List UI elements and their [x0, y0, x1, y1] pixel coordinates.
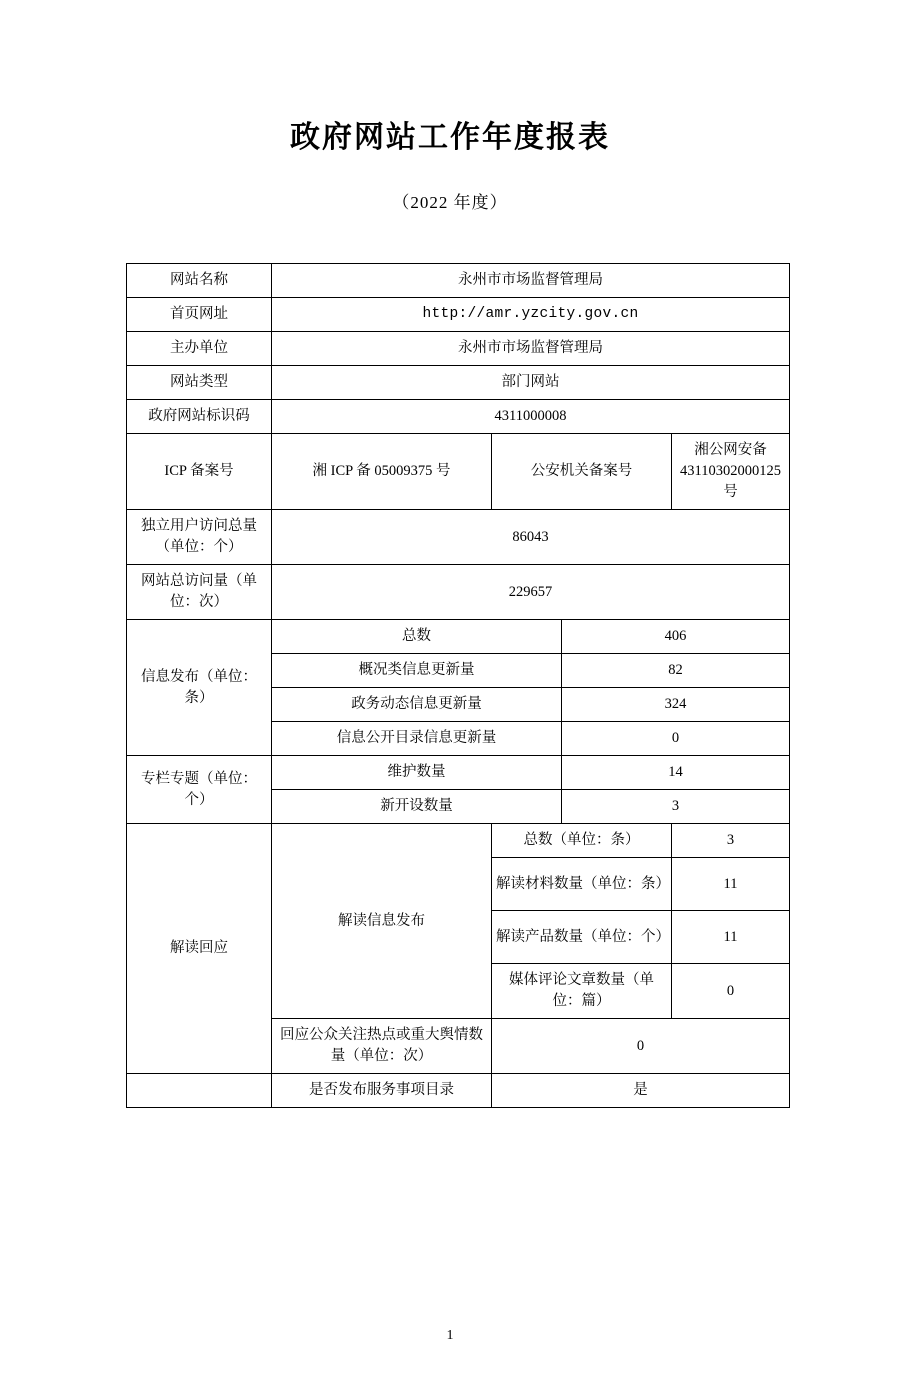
interpretation-row-value: 11 — [672, 911, 790, 964]
homepage-label: 首页网址 — [127, 298, 272, 332]
table-row — [127, 400, 790, 434]
table-row — [127, 1074, 790, 1108]
site-type-label: 网站类型 — [127, 366, 272, 400]
table-row — [127, 510, 790, 565]
interpretation-publish-label: 解读信息发布 — [272, 824, 492, 1019]
site-name-value: 永州市市场监督管理局 — [272, 264, 790, 298]
table-row — [127, 756, 790, 790]
icp-value: 湘 ICP 备 05009375 号 — [272, 434, 492, 510]
interpretation-row-label: 解读材料数量（单位：条） — [492, 858, 672, 911]
total-visits-value: 229657 — [272, 565, 790, 620]
page-subtitle: （2022 年度） — [392, 193, 508, 212]
unique-visitors-value: 86043 — [272, 510, 790, 565]
info-publish-row-label: 总数 — [272, 620, 562, 654]
page-title: 政府网站工作年度报表 — [290, 121, 610, 154]
interpretation-row-label: 总数（单位：条） — [492, 824, 672, 858]
site-code-value: 4311000008 — [272, 400, 790, 434]
table-row — [127, 264, 790, 298]
annual-report-table — [126, 263, 790, 1108]
document-page — [0, 112, 900, 1384]
empty-cell — [127, 1074, 272, 1108]
table-row — [127, 824, 790, 858]
info-publish-row-label: 政务动态信息更新量 — [272, 688, 562, 722]
info-publish-row-label: 信息公开目录信息更新量 — [272, 722, 562, 756]
service-catalog-label: 是否发布服务事项目录 — [272, 1074, 492, 1108]
host-unit-label: 主办单位 — [127, 332, 272, 366]
interpretation-row-value: 3 — [672, 824, 790, 858]
column-topic-row-value: 3 — [562, 790, 790, 824]
response-hot-label: 回应公众关注热点或重大舆情数量（单位：次） — [272, 1019, 492, 1074]
site-code-label: 政府网站标识码 — [127, 400, 272, 434]
info-publish-row-value: 406 — [562, 620, 790, 654]
site-name-label: 网站名称 — [127, 264, 272, 298]
service-catalog-value: 是 — [492, 1074, 790, 1108]
site-type-value: 部门网站 — [272, 366, 790, 400]
table-row — [127, 366, 790, 400]
icp-label: ICP 备案号 — [127, 434, 272, 510]
response-hot-value: 0 — [492, 1019, 790, 1074]
homepage-value: http://amr.yzcity.gov.cn — [272, 298, 790, 332]
host-unit-value: 永州市市场监督管理局 — [272, 332, 790, 366]
interpretation-row-value: 11 — [672, 858, 790, 911]
column-topic-row-value: 14 — [562, 756, 790, 790]
table-row — [127, 565, 790, 620]
table-row — [127, 298, 790, 332]
info-publish-row-label: 概况类信息更新量 — [272, 654, 562, 688]
unique-visitors-label: 独立用户访问总量（单位：个） — [127, 510, 272, 565]
police-record-value: 湘公网安备 43110302000125 号 — [672, 434, 790, 510]
interpretation-row-value: 0 — [672, 964, 790, 1019]
table-row — [127, 332, 790, 366]
info-publish-row-value: 82 — [562, 654, 790, 688]
column-topic-label: 专栏专题（单位：个） — [127, 756, 272, 824]
total-visits-label: 网站总访问量（单位：次） — [127, 565, 272, 620]
info-publish-row-value: 0 — [562, 722, 790, 756]
interpretation-row-label: 媒体评论文章数量（单位：篇） — [492, 964, 672, 1019]
info-publish-row-value: 324 — [562, 688, 790, 722]
interpretation-row-label: 解读产品数量（单位：个） — [492, 911, 672, 964]
column-topic-row-label: 新开设数量 — [272, 790, 562, 824]
interpretation-label: 解读回应 — [127, 824, 272, 1074]
page-number: 1 — [446, 1328, 454, 1343]
info-publish-label: 信息发布（单位：条） — [127, 620, 272, 756]
column-topic-row-label: 维护数量 — [272, 756, 562, 790]
police-record-label: 公安机关备案号 — [492, 434, 672, 510]
table-row-icp — [127, 434, 790, 510]
table-row — [127, 620, 790, 654]
